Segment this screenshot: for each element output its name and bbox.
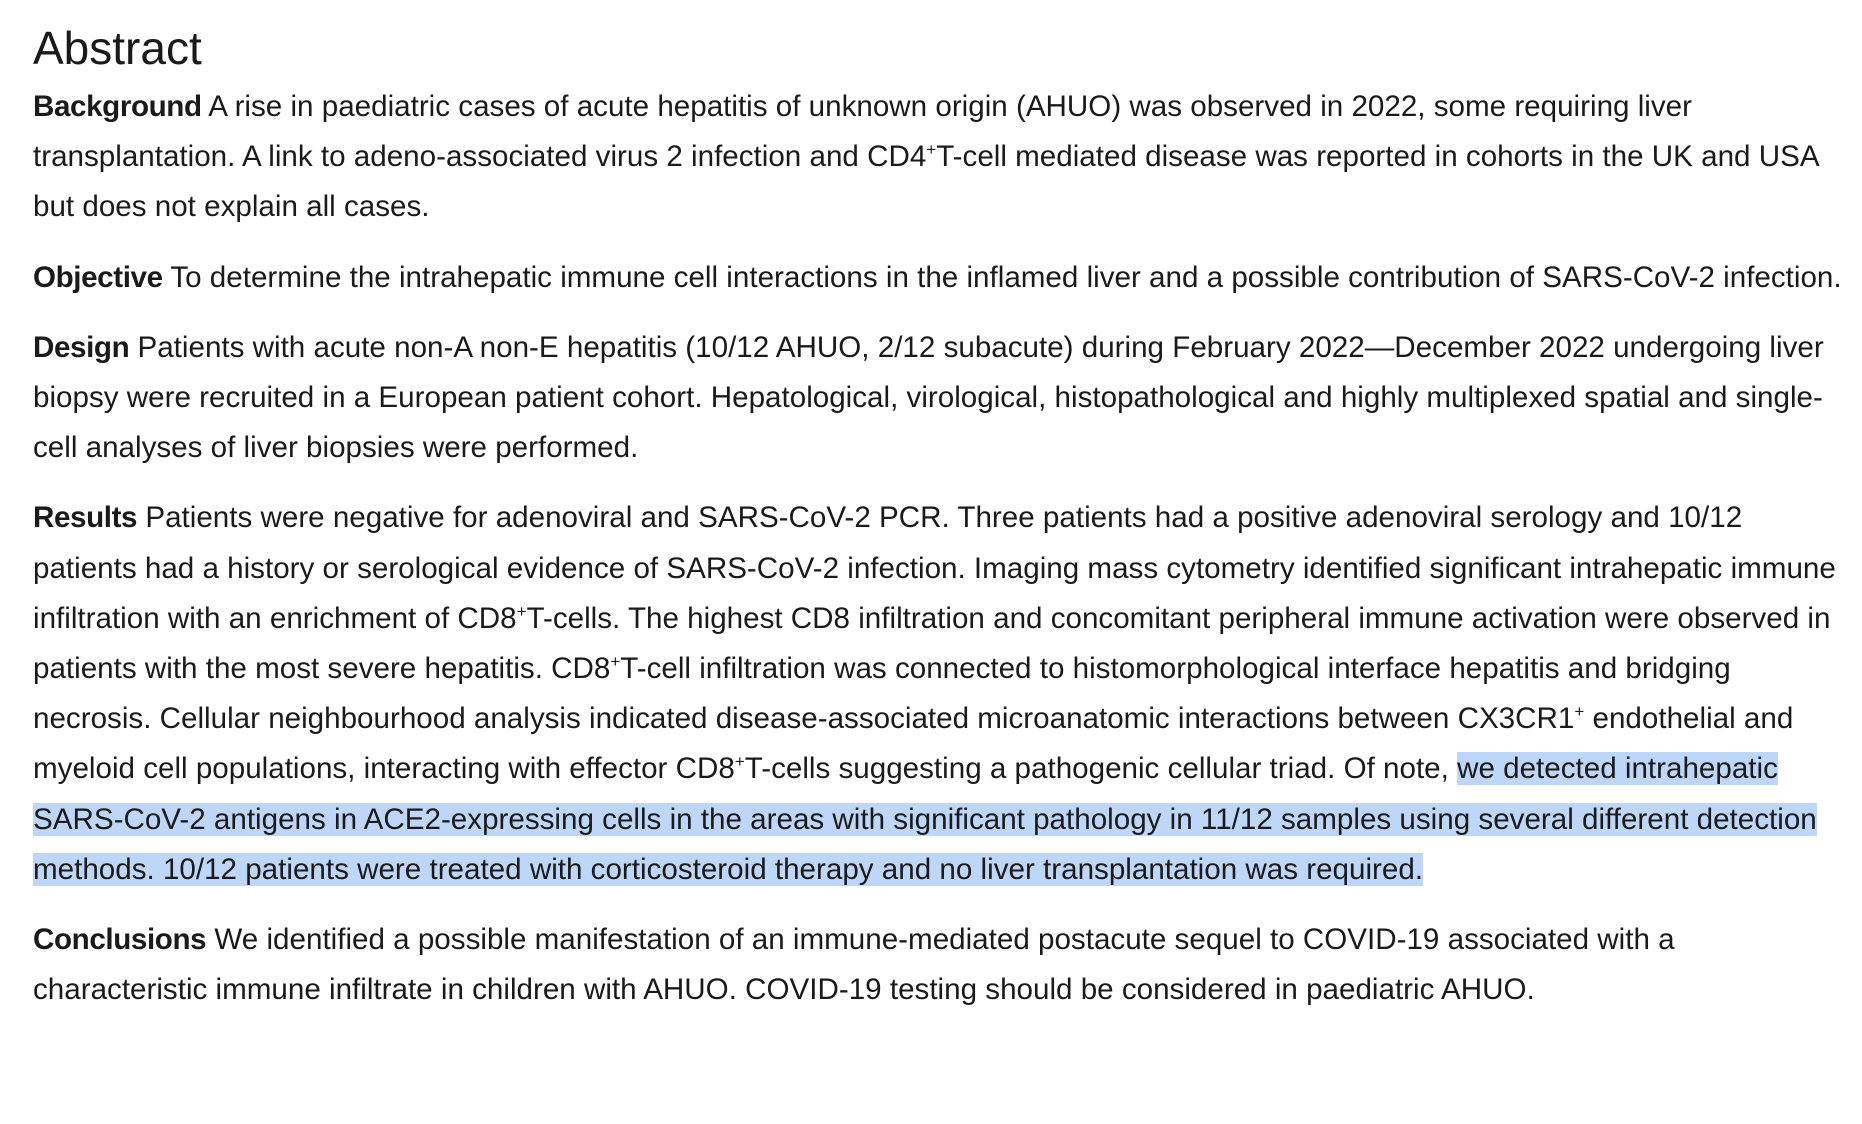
selected-text-highlight[interactable]: we detected intrahepatic SARS-CoV-2 antigens in ACE2-expressing cells in the areas with significant pathology in 11/12 samples using several different detection methods. 10/12 patients were treated with corticosteroid therapy and no liver transplantation was required. [33,752,1817,886]
background-text-2: T-cell mediated disease was reported in cohorts in the UK and USA but does not explain all cases. [33,140,1818,224]
results-superscript-3: + [1574,702,1585,722]
section-label-background: Background [33,90,202,123]
section-label-results: Results [33,501,138,535]
section-conclusions [33,915,1853,1015]
results-superscript-1: + [516,601,527,621]
section-label-design: Design [33,330,130,364]
background-superscript: + [926,140,937,160]
objective-text: To determine the intrahepatic immune cell interactions in the inflamed liver and a possible contribution of SARS-CoV-2 infection. [162,260,1842,294]
section-objective [33,253,1853,303]
section-results [33,493,1853,895]
section-design [33,323,1853,474]
design-text: Patients with acute non-A non-E hepatitis (10/12 AHUO, 2/12 subacute) during February 2022—December 2022 undergoing liver biopsy were recruited in a European patient cohort. Hepatological, virological, histopathological and highly multiplexed spatial and single-cell analyses of liver biopsies were performed. [33,330,1824,465]
results-text-1: Patients were negative for adenoviral and SARS-CoV-2 PCR. Three patients had a positive adenoviral serology and 10/12 patients had a history or serological evidence of SARS-CoV-2 infection. Imaging mass cytometry identified significant intrahepatic immune infiltration with an enrichment of CD8 [33,501,1836,635]
results-superscript-4: + [734,752,745,772]
results-text-2: T-cells. The highest CD8 infiltration and concomitant peripheral immune activation were observed in patients with the most severe hepatitis. CD8 [33,601,1831,686]
background-text-1: A rise in paediatric cases of acute hepatitis of unknown origin (AHUO) was observed in 2022, some requiring liver transplantation. A link to adeno-associated virus 2 infection and CD4 [33,90,1692,174]
section-background [33,82,1853,233]
section-label-conclusions: Conclusions [33,923,207,957]
abstract-heading: Abstract [33,22,202,74]
results-text-4: endothelial and myeloid cell populations, interacting with effector CD8 [33,702,1794,786]
conclusions-text: We identified a possible manifestation of an immune-mediated postacute sequel to COVID-19 associated with a characteristic immune infiltrate in children with AHUO. COVID-19 testing should be considered in paediatric AHUO. [33,923,1675,1007]
section-label-objective: Objective [33,260,163,294]
results-text-5: T-cells suggesting a pathogenic cellular triad. Of note, [744,752,1458,786]
results-superscript-2: + [610,652,621,672]
results-text-3: T-cell infiltration was connected to histomorphological interface hepatitis and bridging necrosis. Cellular neighbourhood analysis indicated disease-associated microanatomic interactions between CX3CR1 [33,652,1731,736]
